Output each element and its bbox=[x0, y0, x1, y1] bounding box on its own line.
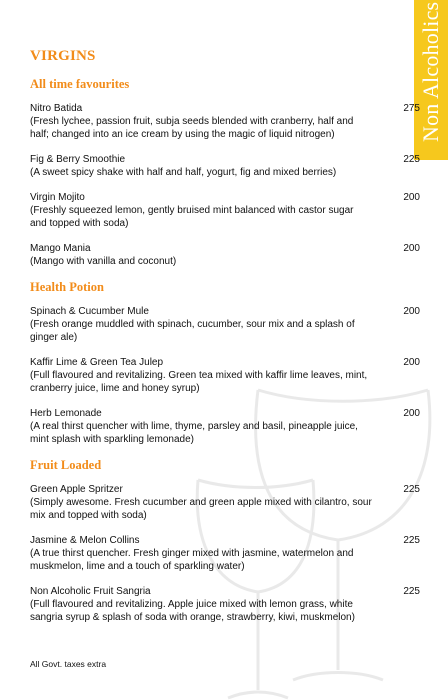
item-name: Mango Mania bbox=[30, 243, 91, 254]
menu-item bbox=[30, 534, 420, 573]
item-description: (A true thirst quencher. Fresh ginger mixed with jasmine, watermelon and muskmelon, lime and a touch of sparkling water) bbox=[30, 548, 354, 572]
item-price: 275 bbox=[403, 103, 420, 114]
item-name: Nitro Batida bbox=[30, 103, 83, 114]
item-description: (A sweet spicy shake with half and half, yogurt, fig and mixed berries) bbox=[30, 167, 337, 178]
item-description: (Full flavoured and revitalizing. Green tea mixed with kaffir lime leaves, mint, cranberry juice, lime and honey syrup) bbox=[30, 370, 368, 394]
menu-item bbox=[30, 483, 420, 522]
item-description: (Fresh orange muddled with spinach, cucumber, sour mix and a splash of ginger ale) bbox=[30, 319, 355, 343]
menu-content bbox=[30, 48, 420, 636]
item-name: Herb Lemonade bbox=[30, 408, 102, 419]
item-description: (A real thirst quencher with lime, thyme, parsley and basil, pineapple juice, mint splash with sparkling lemonade) bbox=[30, 421, 358, 445]
menu-item bbox=[30, 102, 420, 141]
item-price: 200 bbox=[403, 306, 420, 317]
item-price: 225 bbox=[403, 154, 420, 165]
tax-footnote: All Govt. taxes extra bbox=[30, 659, 107, 669]
page-title: VIRGINS bbox=[30, 48, 96, 64]
menu-item bbox=[30, 585, 420, 624]
item-name: Spinach & Cucumber Mule bbox=[30, 306, 149, 317]
item-name: Green Apple Spritzer bbox=[30, 484, 123, 495]
item-description: (Simply awesome. Fresh cucumber and green apple mixed with cilantro, sour mix and topped with soda) bbox=[30, 497, 372, 521]
menu-item bbox=[30, 242, 420, 268]
item-price: 225 bbox=[403, 586, 420, 597]
item-name: Kaffir Lime & Green Tea Julep bbox=[30, 357, 164, 368]
item-price: 200 bbox=[403, 408, 420, 419]
menu-item bbox=[30, 305, 420, 344]
menu-item bbox=[30, 153, 420, 179]
item-price: 200 bbox=[403, 192, 420, 203]
side-category-tab bbox=[414, 0, 448, 160]
item-name: Jasmine & Melon Collins bbox=[30, 535, 140, 546]
item-price: 225 bbox=[403, 484, 420, 495]
section-fruit-loaded bbox=[30, 458, 420, 624]
menu-item bbox=[30, 407, 420, 446]
item-description: (Freshly squeezed lemon, gently bruised mint balanced with castor sugar and topped with soda) bbox=[30, 205, 354, 229]
menu-item bbox=[30, 191, 420, 230]
item-name: Fig & Berry Smoothie bbox=[30, 154, 126, 165]
item-name: Non Alcoholic Fruit Sangria bbox=[30, 586, 151, 597]
side-category-label: Non Alcoholics bbox=[418, 1, 443, 142]
menu-item bbox=[30, 356, 420, 395]
section-all-time-favourites bbox=[30, 77, 420, 268]
item-price: 225 bbox=[403, 535, 420, 546]
item-price: 200 bbox=[403, 357, 420, 368]
item-description: (Full flavoured and revitalizing. Apple juice mixed with lemon grass, white sangria syrup & splash of soda with orange, strawberry, kiwi, muskmelon) bbox=[30, 599, 355, 623]
item-description: (Mango with vanilla and coconut) bbox=[30, 256, 177, 267]
section-title: Fruit Loaded bbox=[30, 458, 102, 472]
section-title: Health Potion bbox=[30, 280, 104, 294]
item-description: (Fresh lychee, passion fruit, subja seeds blended with cranberry, half and half; changed into an ice cream by using the magic of liquid nitrogen) bbox=[30, 116, 354, 140]
item-name: Virgin Mojito bbox=[30, 192, 85, 203]
section-health-potion bbox=[30, 280, 420, 446]
section-title: All time favourites bbox=[30, 77, 130, 91]
item-price: 200 bbox=[403, 243, 420, 254]
